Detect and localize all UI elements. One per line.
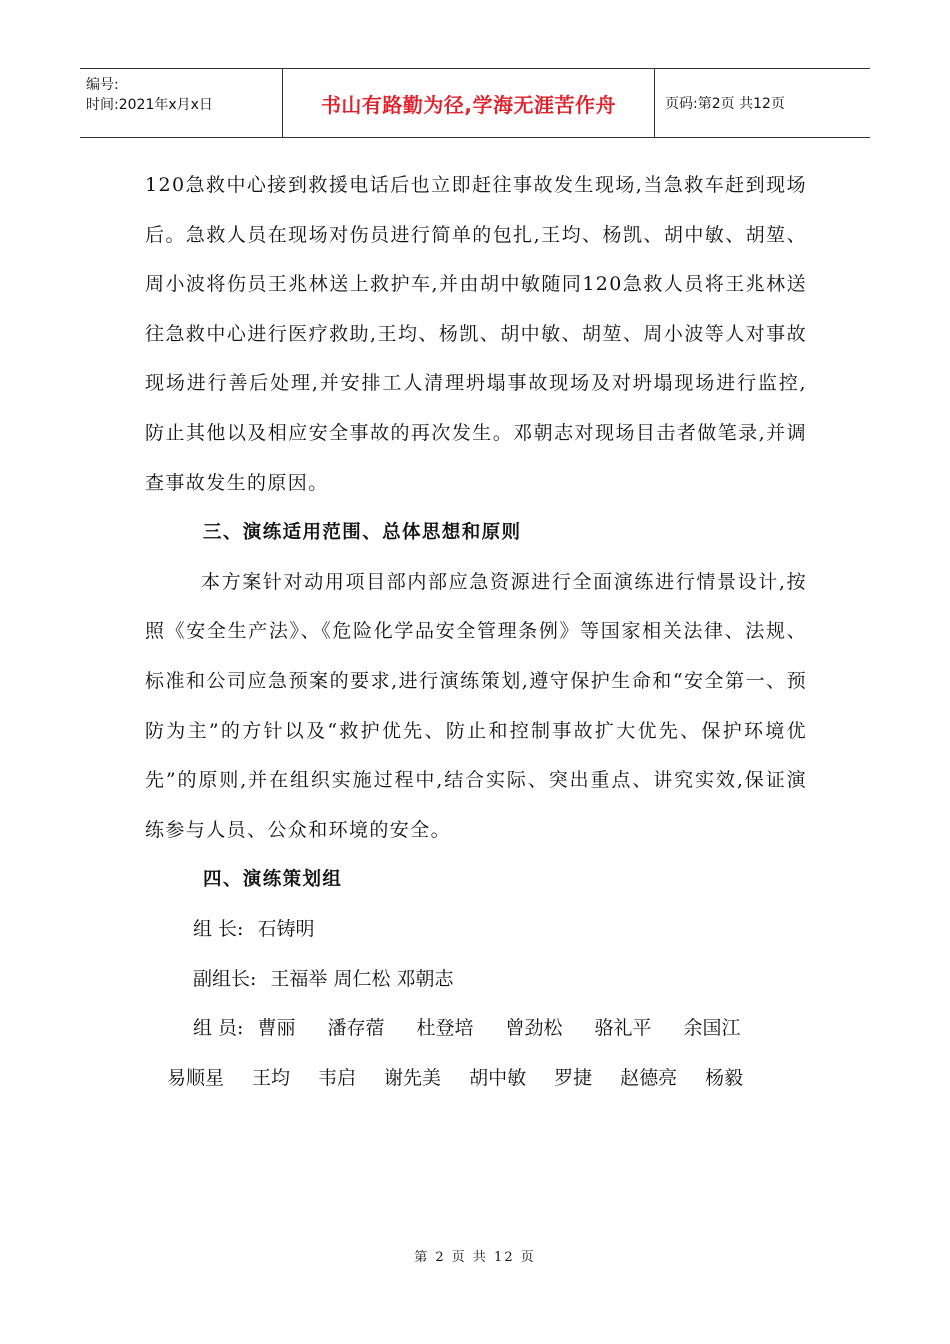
member-name: 赵德亮 <box>620 1066 678 1089</box>
document-body <box>145 161 807 1103</box>
member-name: 潘存蓿 <box>327 1017 385 1040</box>
member-name: 易顺星 <box>167 1066 225 1089</box>
member-name: 韦启 <box>318 1066 357 1089</box>
header-meta <box>80 69 282 137</box>
section-heading-3: 三、演练适用范围、总体思想和原则 <box>203 522 522 544</box>
members-label: 组 员: <box>193 1017 244 1040</box>
member-name: 骆礼平 <box>594 1017 652 1040</box>
member-name: 谢先美 <box>384 1066 442 1089</box>
page-info: 页码:第2页 共12页 <box>665 96 785 112</box>
members-row-2 <box>145 1054 807 1104</box>
paragraph-rescue: 120急救中心接到救援电话后也立即赶往事故发生现场,当急救车赶到现场后。急救人员在现场对伤员进行简单的包扎,王均、杨凯、胡中敏、胡堃、周小波将伤员王兆林送上救护车,并由胡中敏随同120急救人员将王兆林送往急救中心进行医疗救助,王均、杨凯、胡中敏、胡堃、周小波等人对事故现场进行善后处理,并安排工人清理坍塌事故现场及对坍塌现场进行监控,防止其他以及相应安全事故的再次发生。邓朝志对现场目击者做笔录,并调查事故发生的原因。 <box>145 174 807 494</box>
header-motto-cell <box>282 69 655 137</box>
deputy-row <box>145 955 807 1005</box>
paragraph-scope: 本方案针对动用项目部内部应急资源进行全面演练进行情景设计,按照《安全生产法》、《危险化学品安全管理条例》等国家相关法律、法规、标准和公司应急预案的要求,进行演练策划,遵守保护生命和“安全第一、预防为主”的方针以及“救护优先、防止和控制事故扩大优先、保护环境优先”的原则,并在组织实施过程中,结合实际、突出重点、讲究实效,保证演练参与人员、公众和环境的安全。 <box>145 570 807 841</box>
leader-row <box>145 905 807 955</box>
members-row-1 <box>145 1004 807 1054</box>
header-page-info <box>655 69 870 137</box>
code-label: 编号: <box>86 77 119 93</box>
deputy-names: 王福举 周仁松 邓朝志 <box>270 967 454 990</box>
page-header <box>80 68 870 138</box>
deputy-label: 副组长: <box>193 967 257 990</box>
motto: 书山有路勤为径,学海无涯苦作舟 <box>320 92 617 117</box>
leader-name: 石铸明 <box>257 917 315 940</box>
member-name: 王均 <box>252 1066 291 1089</box>
page-footer <box>0 1246 950 1265</box>
member-name: 罗捷 <box>554 1066 593 1089</box>
date-label: 时间:2021年x月x日 <box>86 97 213 113</box>
member-name: 余国江 <box>683 1017 741 1040</box>
leader-label: 组 长: <box>193 917 244 940</box>
section-heading-4: 四、演练策划组 <box>203 869 343 891</box>
member-name: 杜登培 <box>416 1017 474 1040</box>
member-name: 曾劲松 <box>505 1017 563 1040</box>
footer-page-number: 第 2 页 共 12 页 <box>414 1250 536 1265</box>
member-name: 杨毅 <box>705 1066 744 1089</box>
member-name: 曹丽 <box>257 1017 296 1040</box>
member-name: 胡中敏 <box>469 1066 527 1089</box>
